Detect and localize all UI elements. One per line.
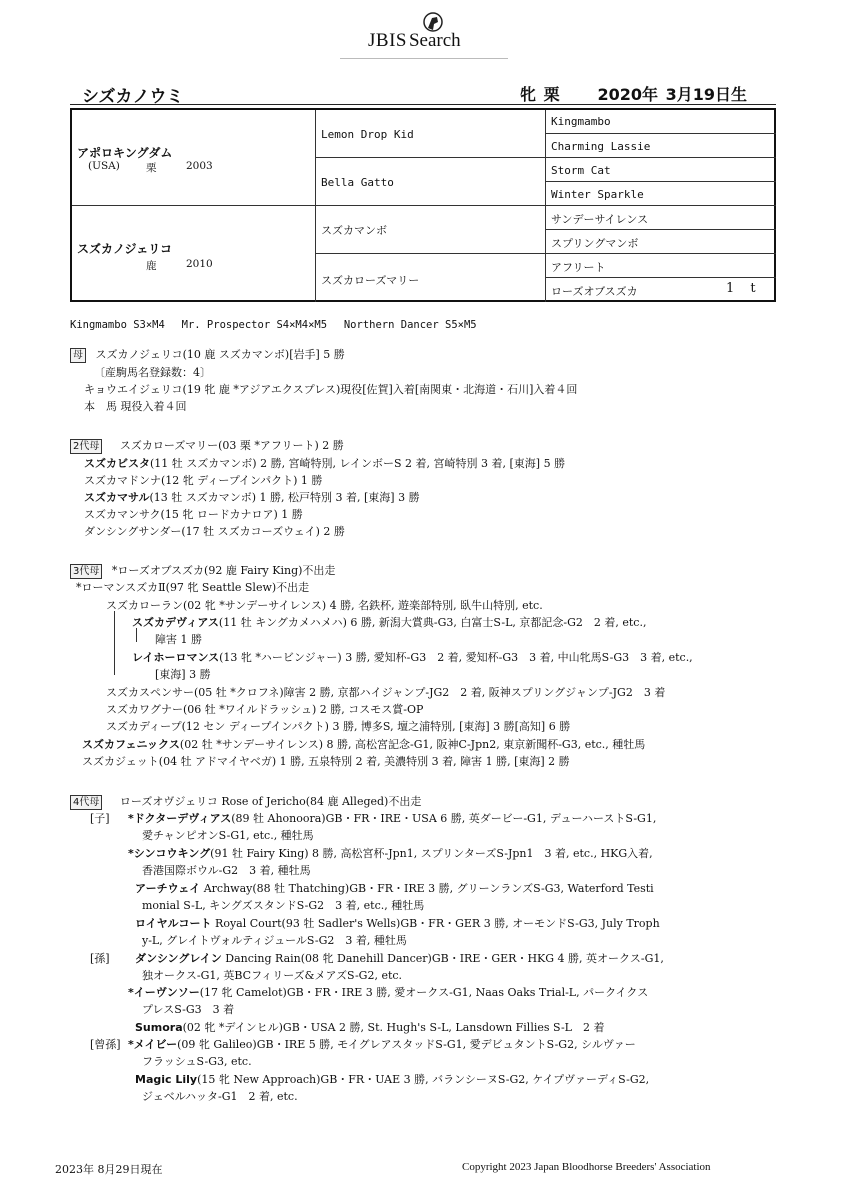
horse-record: スズカマンサク(15 牝 ロードカナロア) 1 勝: [84, 508, 303, 521]
section-tag-dam: 母: [70, 348, 86, 363]
gen2-name: スズカマンボ: [321, 224, 387, 237]
pedigree-gen3-cell: [546, 254, 776, 278]
jbis-logo: [368, 30, 461, 58]
horse-name-bold: Magic Lily: [135, 1073, 198, 1086]
list-item: [135, 950, 664, 966]
list-item: [135, 1019, 604, 1035]
horse-record: スズカマドンナ(12 牝 ディープインパクト) 1 勝: [84, 474, 323, 487]
gen3-name: Charming Lassie: [551, 140, 651, 153]
list-item-continued: [東海] 3 勝: [155, 668, 211, 681]
horse-name-bold: *イーヴンソー: [128, 986, 200, 999]
list-item-continued: 障害 1 勝: [155, 633, 202, 646]
list-item-continued: monial S-L, キングズスタンドS-G2 3 着, etc., 種牡馬: [142, 899, 425, 912]
list-item-continued: 愛チャンピオンS-G1, etc., 種牡馬: [142, 829, 314, 842]
pedigree-gen3-cell: [546, 278, 776, 302]
list-item-continued: フラッシュS-G3, etc.: [142, 1055, 252, 1068]
horse-record: (09 牝 Galileo)GB・IRE 5 勝, モイグレアスタッドS-G1, 愛デビュタントS-G2, シルヴァー: [177, 1038, 636, 1051]
dam-color: 鹿: [146, 260, 157, 272]
list-item: [84, 455, 565, 471]
gen3-name: サンデーサイレンス: [551, 213, 649, 226]
list-item: [82, 736, 645, 752]
dam-year: 2010: [186, 258, 213, 270]
horse-record: (13 牝 *ハービンジャー) 3 勝, 愛知杯-G3 2 着, 愛知杯-G3 3 着, 中山牝馬S-G3 3 着, etc.,: [219, 651, 693, 664]
pedigree-gen3-cell: [546, 230, 776, 254]
horse-name-bold: *シンコウキング: [128, 847, 211, 860]
pedigree-table: [70, 108, 776, 302]
logo-jbis-text: JBIS: [368, 30, 407, 51]
header-rule: [70, 104, 776, 105]
gen3-name: ローズオブスズカ: [551, 285, 638, 298]
horse-record: (02 牝 *デインヒル)GB・USA 2 勝, St. Hugh's S-L, Lansdown Fillies S-L 2 着: [182, 1021, 605, 1034]
sire-year: 2003: [186, 160, 213, 172]
pedigree-gen3-cell: [546, 110, 776, 134]
dam-summary: スズカノジェリコ(10 鹿 スズカマンボ)[岩手] 5 勝: [95, 348, 345, 361]
list-item: スズカワグナー(06 牡 *ワイルドラッシュ) 2 勝, コスモス賞-OP: [106, 703, 424, 716]
gen3-dam-summary: *ローズオブスズカ(92 鹿 Fairy King)不出走: [111, 564, 336, 577]
list-item: スズカスペンサー(05 牡 *クロフネ)障害 2 勝, 京都ハイジャンプ-JG2 2 着, 阪神スプリングジャンプ-JG2 3 着: [106, 686, 666, 699]
pedigree-gen3-cell: [546, 158, 776, 182]
gen2-section-head: [70, 437, 344, 454]
horse-record: (17 牝 Camelot)GB・FR・IRE 3 勝, 愛オークス-G1, Naas Oaks Trial-L, パークイクス: [199, 986, 649, 999]
list-item: [128, 1036, 636, 1052]
pedigree-dam-cell: [72, 206, 316, 302]
horse-name-bold: ダンシングレイン: [135, 952, 222, 965]
footer-date: 2023年 8月29日現在: [55, 1163, 163, 1176]
list-item: *ローマンスズカⅡ(97 牝 Seattle Slew)不出走: [76, 581, 310, 594]
pedigree-gen2-cell: [316, 158, 546, 206]
horse-name-bold: *メイビー: [128, 1038, 178, 1051]
pedigree-gen2-cell: [316, 110, 546, 158]
horse-record: (91 牡 Fairy King) 8 勝, 高松宮杯-Jpn1, スプリンターズS-Jpn1 3 着, etc., HKG入着,: [210, 847, 653, 860]
horse-name-bold: アーチウェイ: [135, 882, 201, 895]
gen2-name: Lemon Drop Kid: [321, 128, 414, 141]
list-item: [84, 506, 303, 522]
gen3-name: Winter Sparkle: [551, 188, 644, 201]
list-item-continued: 独オークス-G1, 英BCフィリーズ&メアズS-G2, etc.: [142, 969, 403, 982]
gen3-name: Kingmambo: [551, 115, 611, 128]
sire-origin: (USA): [88, 160, 120, 172]
list-item: [84, 489, 420, 505]
list-item: [135, 1071, 649, 1087]
tree-connector: [136, 628, 137, 642]
horse-record: Dancing Rain(08 牝 Danehill Dancer)GB・IRE・GER・HKG 4 勝, 英オークス-G1,: [221, 952, 664, 965]
horse-profile: [520, 82, 747, 105]
footer-copyright: Copyright 2023 Japan Bloodhorse Breeders' Association: [462, 1161, 711, 1173]
inbreeding-line: Kingmambo S3×M4 Mr. Prospector S4×M4×M5 Northern Dancer S5×M5: [70, 319, 477, 331]
gen2-dam-summary: スズカローズマリー(03 栗 *アフリート) 2 勝: [119, 439, 344, 452]
section-tag-gen4: 4代母: [70, 795, 102, 810]
list-item: [128, 810, 656, 826]
horse-record: Royal Court(93 牡 Sadler's Wells)GB・FR・GER 3 勝, オーモンドS-G3, July Troph: [211, 917, 660, 930]
horse-name-bold: Sumora: [135, 1021, 183, 1034]
tree-connector: [114, 611, 115, 675]
list-item-continued: プレスS-G3 3 着: [142, 1003, 235, 1016]
list-item-continued: ジェベルハッタ-G1 2 着, etc.: [142, 1090, 298, 1103]
gen3-name: アフリート: [551, 261, 606, 274]
horse-name-bold: レイホーロマンス: [132, 651, 220, 664]
horse-record: Archway(88 牡 Thatching)GB・FR・IRE 3 勝, グリーンランズS-G3, Waterford Testi: [200, 882, 654, 895]
family-number: 1 t: [726, 281, 762, 296]
horse-name-bold: スズカビスタ: [84, 457, 150, 470]
list-item: スズカローラン(02 牝 *サンデーサイレンス) 4 勝, 名鉄杯, 遊楽部特別, 臥牛山特別, etc.: [106, 599, 543, 612]
list-item: [132, 614, 646, 630]
list-item: [84, 523, 345, 539]
list-item: [128, 845, 653, 861]
gen3-name: スプリングマンボ: [551, 237, 639, 250]
relation-label-mago: [孫]: [90, 952, 110, 965]
horse-record: (13 牡 スズカマンボ) 1 勝, 松戸特別 3 着, [東海] 3 勝: [149, 491, 420, 504]
horse-head-icon: [420, 10, 446, 36]
list-item: スズカディープ(12 セン ディープインパクト) 3 勝, 博多S, 壇之浦特別, [東海] 3 勝[高知] 6 勝: [106, 720, 571, 733]
list-item: スズカジェット(04 牡 アドマイヤベガ) 1 勝, 五泉特別 2 着, 美濃特別 3 着, 障害 1 勝, [東海] 2 勝: [82, 755, 570, 768]
relation-label-himago: [曾孫]: [90, 1038, 121, 1051]
horse-name-bold: ロイヤルコート: [135, 917, 212, 930]
pedigree-gen3-cell: [546, 182, 776, 206]
dam-produce-line: キョウエイジェリコ(19 牝 鹿 *アジアエクスプレス)現役[佐賀]入着[南関東・北海道・石川]入着４回: [84, 383, 578, 396]
pedigree-sire-cell: [72, 110, 316, 206]
logo-search-text: Search: [408, 30, 461, 51]
dam-name: スズカノジェリコ: [77, 242, 173, 256]
horse-name-bold: スズカマサル: [84, 491, 150, 504]
pedigree-gen2-cell: [316, 206, 546, 254]
horse-color: 栗: [543, 85, 560, 104]
horse-record: (15 牝 New Approach)GB・FR・UAE 3 勝, バランシーヌS-G2, ケイプヴァーディS-G2,: [197, 1073, 650, 1086]
list-item: [132, 649, 693, 665]
list-item-continued: y-L, グレイトヴォルティジュールS-G2 3 着, 種牡馬: [142, 934, 407, 947]
relation-label-ko: [子]: [90, 812, 110, 825]
gen2-name: スズカローズマリー: [321, 274, 420, 287]
gen3-name: Storm Cat: [551, 164, 611, 177]
horse-name-bold: *ドクターデヴィアス: [128, 812, 232, 825]
pedigree-gen3-cell: [546, 206, 776, 230]
dam-produce-count: 〔産駒馬名登録数：4〕: [94, 366, 211, 379]
horse-name: シズカノウミ: [82, 87, 184, 107]
horse-record: (89 牡 Ahonoora)GB・FR・IRE・USA 6 勝, 英ダービー-G1, デューハーストS-G1,: [231, 812, 657, 825]
list-item: [135, 915, 660, 931]
horse-name-bold: スズカフェニックス: [82, 738, 180, 751]
dam-section-head: [70, 346, 345, 363]
list-item: [128, 984, 648, 1000]
pedigree-gen2-cell: [316, 254, 546, 302]
horse-record: (02 牡 *サンデーサイレンス) 8 勝, 高松宮記念-G1, 阪神C-Jpn2, 東京新聞杯-G3, etc., 種牡馬: [179, 738, 646, 751]
list-item: [135, 880, 654, 896]
horse-birth: 2020年 3月19日生: [597, 85, 747, 104]
list-item: [84, 472, 322, 488]
gen4-section-head: [70, 793, 421, 810]
sire-name: アポロキングダム: [77, 146, 173, 160]
gen3-section-head: [70, 562, 335, 579]
sire-color: 栗: [146, 162, 157, 174]
self-record-line: 本 馬 現役入着４回: [84, 400, 187, 413]
section-tag-gen2: 2代母: [70, 439, 102, 454]
gen4-dam-summary: ローズオヴジェリコ Rose of Jericho(84 鹿 Alleged)不出走: [119, 795, 422, 808]
horse-sex: 牝: [520, 85, 537, 104]
horse-record: ダンシングサンダー(17 牡 スズカコーズウェイ) 2 勝: [84, 525, 345, 538]
logo-underline: [340, 58, 508, 59]
section-tag-gen3: 3代母: [70, 564, 102, 579]
horse-record: (11 牡 スズカマンボ) 2 勝, 宮崎特別, レインボーS 2 着, 宮崎特別 3 着, [東海] 5 勝: [150, 457, 566, 470]
horse-name-bold: スズカデヴィアス: [132, 616, 219, 629]
gen2-name: Bella Gatto: [321, 176, 394, 189]
list-item-continued: 香港国際ボウル-G2 3 着, 種牡馬: [142, 864, 311, 877]
horse-record: (11 牡 キングカメハメハ) 6 勝, 新潟大賞典-G3, 白富士S-L, 京都記念-G2 2 着, etc.,: [218, 616, 647, 629]
pedigree-gen3-cell: [546, 134, 776, 158]
